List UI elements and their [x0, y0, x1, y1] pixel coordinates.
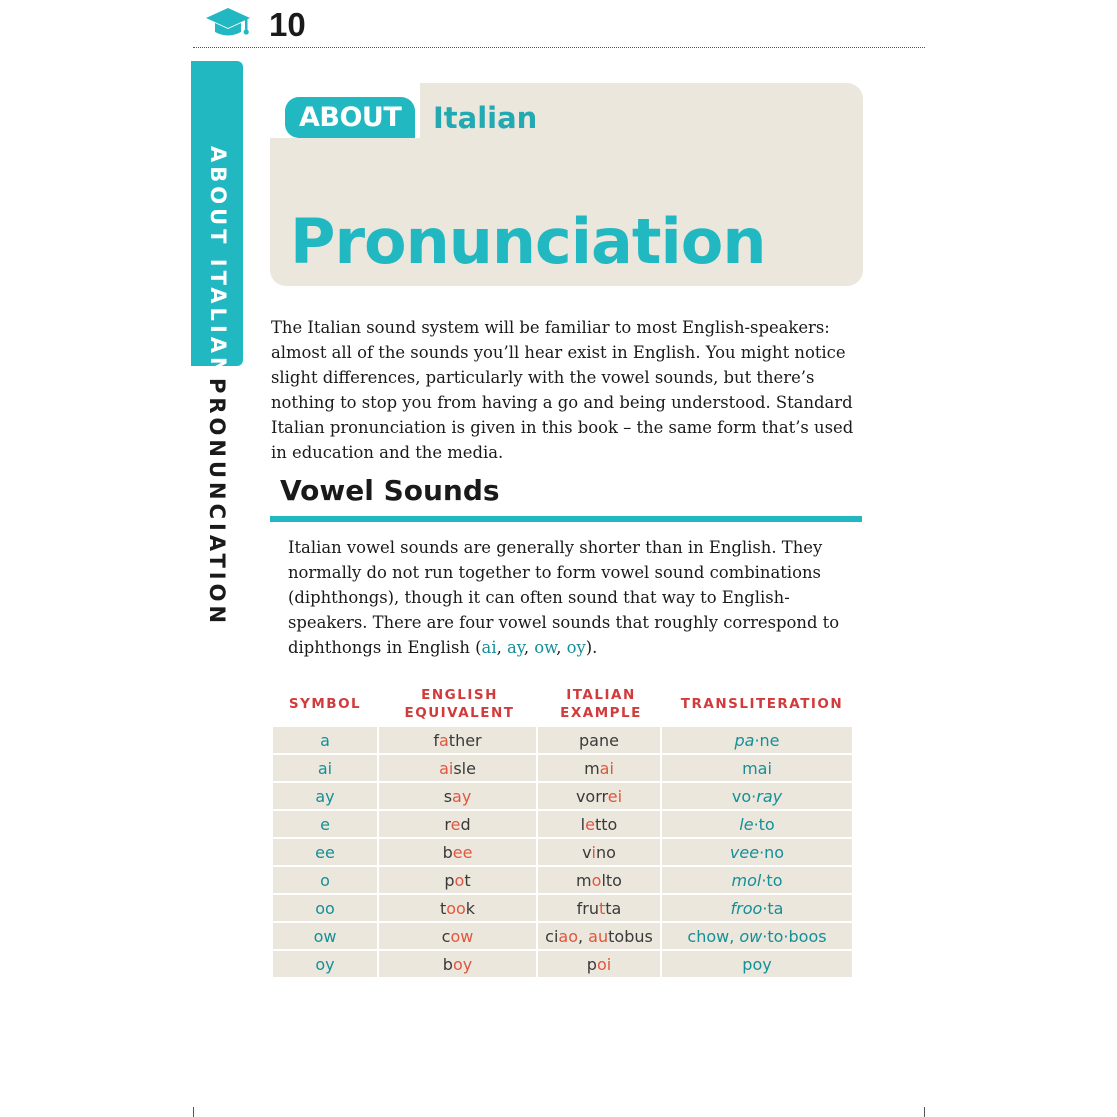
page-header	[205, 4, 306, 46]
table-row	[273, 783, 852, 809]
side-section-label: PRONUNCIATION	[205, 378, 229, 628]
highlight: ow	[739, 926, 763, 946]
page-number: 10	[269, 6, 306, 43]
highlight: pa	[734, 730, 755, 750]
italian-cell: poi	[538, 951, 660, 977]
highlight: ee	[452, 842, 473, 862]
section-paragraph-end: ).	[585, 638, 598, 657]
table-row	[273, 895, 852, 921]
transliteration-cell: chow, ow·to·boos	[662, 923, 852, 949]
english-cell: red	[379, 811, 536, 837]
diphthong: oy	[566, 638, 586, 657]
table-row	[273, 923, 852, 949]
highlight: froo	[730, 898, 763, 918]
section-title: Vowel Sounds	[280, 474, 500, 507]
symbol-cell: o	[273, 867, 377, 893]
highlight: oi	[596, 954, 612, 974]
symbol-cell: ai	[273, 755, 377, 781]
italian-cell: frutta	[538, 895, 660, 921]
english-cell: bee	[379, 839, 536, 865]
highlight: o	[591, 870, 602, 890]
highlight: ray	[756, 786, 783, 806]
about-tag: ABOUT	[285, 97, 415, 138]
english-cell: took	[379, 895, 536, 921]
separator: ,	[556, 638, 567, 657]
section-paragraph-text: Italian vowel sounds are generally shorter than in English. They normally do not run together to form vowel sound combinations (diphthongs), though it can often sound that way to English-speakers. There are four vowel sounds that roughly correspond to diphthongs in English (	[288, 538, 840, 657]
italian-cell: pane	[538, 727, 660, 753]
highlight: ow	[450, 926, 474, 946]
italian-cell: letto	[538, 811, 660, 837]
diphthong: ow	[534, 638, 557, 657]
intro-paragraph: The Italian sound system will be familiar to most English-speakers: almost all of the sounds you’ll hear exist in English. You might notice slight differences, particularly with the vowel sounds, but there’s nothing to stop you from having a go and being understood. Standard Italian pronunciation is given in this book – the same form that’s used in education and the media.	[271, 318, 854, 462]
about-language: Italian	[433, 101, 538, 135]
italian-cell: vino	[538, 839, 660, 865]
transliteration-cell: mai	[662, 755, 852, 781]
symbol-cell: e	[273, 811, 377, 837]
column-header-symbol: SYMBOL	[288, 696, 362, 712]
highlight: oy	[452, 954, 473, 974]
transliteration-cell: vo·ray	[662, 783, 852, 809]
english-cell: say	[379, 783, 536, 809]
transliteration-cell: vee·no	[662, 839, 852, 865]
symbol-cell: oo	[273, 895, 377, 921]
italian-cell: mai	[538, 755, 660, 781]
column-header-transliteration: TRANSLITERATION	[680, 696, 844, 712]
vowel-table	[271, 725, 854, 979]
separator: ,	[496, 638, 507, 657]
symbol-cell: ow	[273, 923, 377, 949]
highlight: au	[588, 926, 609, 946]
english-cell: cow	[379, 923, 536, 949]
table-row	[273, 755, 852, 781]
highlight: i	[591, 842, 596, 862]
highlight: e	[450, 814, 461, 834]
symbol-cell: a	[273, 727, 377, 753]
table-row	[273, 951, 852, 977]
highlight: ai	[599, 758, 614, 778]
graduation-cap-icon	[205, 6, 251, 45]
transliteration-cell: le·to	[662, 811, 852, 837]
crop-mark	[193, 1107, 194, 1117]
diphthong: ai	[481, 638, 497, 657]
highlight: o	[454, 870, 465, 890]
highlight: a	[438, 730, 449, 750]
table-row	[273, 839, 852, 865]
symbol-cell: oy	[273, 951, 377, 977]
highlight: vee	[729, 842, 760, 862]
table-row	[273, 727, 852, 753]
english-cell: pot	[379, 867, 536, 893]
italian-cell: ciao, autobus	[538, 923, 660, 949]
column-header-english: ENGLISH EQUIVALENT	[404, 687, 515, 721]
header-divider	[193, 47, 925, 48]
highlight: ao	[558, 926, 578, 946]
highlight: ei	[607, 786, 623, 806]
transliteration-cell: poy	[662, 951, 852, 977]
transliteration-cell: mol·to	[662, 867, 852, 893]
highlight: oo	[446, 898, 466, 918]
column-header-italian: ITALIAN EXAMPLE	[560, 687, 642, 721]
english-cell: boy	[379, 951, 536, 977]
diphthong: ay	[506, 638, 524, 657]
table-row	[273, 811, 852, 837]
highlight: le	[739, 814, 754, 834]
separator: ,	[523, 638, 535, 657]
highlight: mol	[731, 870, 762, 890]
italian-cell: vorrei	[538, 783, 660, 809]
crop-mark	[924, 1107, 925, 1117]
section-paragraph	[288, 535, 868, 660]
highlight: t	[599, 898, 606, 918]
table-row	[273, 867, 852, 893]
highlight: ay	[452, 786, 472, 806]
highlight: e	[585, 814, 595, 834]
section-rule	[270, 516, 862, 522]
page-title: Pronunciation	[290, 205, 766, 278]
symbol-cell: ee	[273, 839, 377, 865]
side-tab-label: ABOUT ITALIAN	[206, 146, 230, 379]
italian-cell: molto	[538, 867, 660, 893]
transliteration-cell: pa·ne	[662, 727, 852, 753]
highlight: ai	[439, 758, 454, 778]
symbol-cell: ay	[273, 783, 377, 809]
transliteration-cell: froo·ta	[662, 895, 852, 921]
english-cell: aisle	[379, 755, 536, 781]
english-cell: father	[379, 727, 536, 753]
